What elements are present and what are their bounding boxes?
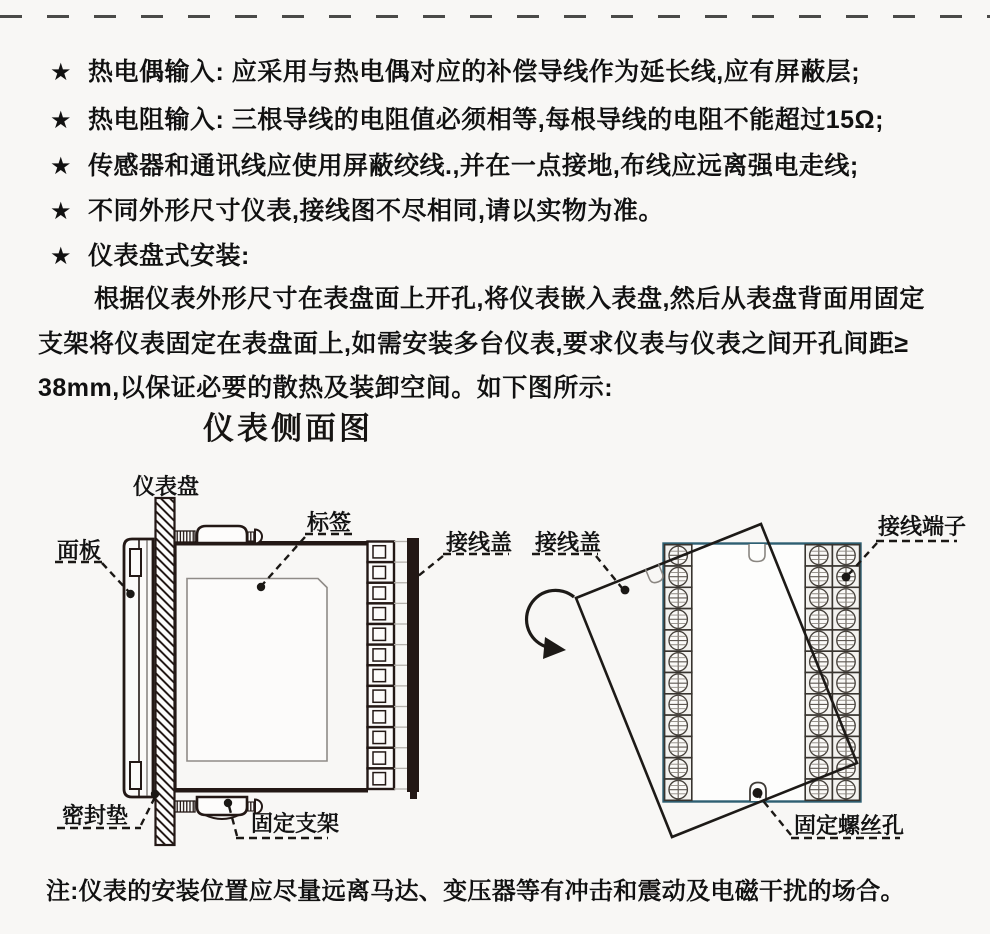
terminal-screw-icon — [669, 759, 687, 777]
top-screw-notch — [749, 544, 765, 562]
ladder-cell — [368, 748, 395, 769]
terminal-screw-icon — [669, 674, 687, 692]
tag-label-area — [187, 579, 327, 762]
terminal-screw-icon — [669, 738, 687, 756]
pointer-dot — [257, 583, 265, 591]
paragraph-line: 支架将仪表固定在表盘面上,如需安装多台仪表,要求仪表与仪表之间开孔间距≥ — [38, 330, 909, 358]
pointer-dot — [842, 573, 851, 582]
terminal-screw-icon — [837, 674, 855, 692]
ladder-cell — [368, 645, 395, 666]
rear-view-diagram — [527, 514, 966, 838]
ladder-cell — [368, 727, 395, 748]
terminal-screw-icon — [669, 695, 687, 713]
ladder-cell — [368, 583, 395, 604]
terminal-screw-icon — [669, 717, 687, 735]
terminal-screw-icon — [810, 589, 828, 607]
label-panel-board: 仪表盘 — [133, 474, 200, 499]
ladder-cell — [368, 542, 395, 563]
label-terminal-cover-side: 接线盖 — [446, 530, 513, 555]
ladder-cell — [368, 603, 395, 624]
terminal-screw-icon — [837, 546, 855, 564]
terminal-screw-icon — [669, 780, 687, 798]
ladder-cell — [368, 768, 395, 789]
pointer-dot — [126, 590, 134, 598]
screw-thread-icon — [175, 801, 195, 812]
bezel-clip — [130, 762, 141, 789]
bullet-text: 热电阻输入: 三根导线的电阻值必须相等,每根导线的电阻不能超过15Ω; — [88, 106, 884, 134]
star-bullet-icon: ★ — [50, 198, 73, 225]
terminal-screw-icon — [669, 653, 687, 671]
pointer-dot — [621, 586, 630, 595]
terminal-screw-icon — [837, 780, 855, 798]
terminal-strip-side — [368, 542, 408, 790]
side-view-diagram — [55, 474, 512, 845]
pointer-dot — [224, 799, 232, 807]
star-bullet-icon: ★ — [50, 59, 73, 86]
pointer-seal-gasket — [141, 797, 155, 825]
bottom-fixing-bracket — [175, 797, 262, 819]
terminal-screw-icon — [669, 631, 687, 649]
star-bullet-icon: ★ — [50, 153, 73, 180]
label-tag: 标签 — [307, 510, 352, 535]
screw-head-icon — [255, 530, 262, 544]
ladder-cell — [368, 686, 395, 707]
ladder-cell — [368, 624, 395, 645]
terminal-screw-icon — [669, 610, 687, 628]
terminal-screw-icon — [669, 589, 687, 607]
terminal-screw-icon — [837, 610, 855, 628]
terminal-screw-icon — [810, 610, 828, 628]
footer-note: 注:仪表的安装位置应尽量远离马达、变压器等有冲击和震动及电磁干扰的场合。 — [46, 878, 905, 905]
label-terminal-cover-rear: 接线盖 — [535, 530, 602, 555]
top-fixing-bracket — [175, 526, 262, 544]
pointer-fixing-screw-hole — [760, 797, 791, 835]
star-bullet-icon: ★ — [50, 107, 73, 134]
screw-thread-icon — [175, 531, 195, 542]
label-seal-gasket: 密封垫 — [62, 803, 129, 828]
terminal-cover-bar — [407, 538, 419, 799]
paragraph-line: 根据仪表外形尺寸在表盘面上开孔,将仪表嵌入表盘,然后从表盘背面用固定 — [94, 285, 925, 313]
terminal-screw-icon — [810, 738, 828, 756]
bullet-text: 热电偶输入: 应采用与热电偶对应的补偿导线作为延长线,应有屏蔽层; — [88, 58, 861, 86]
bullet-text: 不同外形尺寸仪表,接线图不尽相同,请以实物为准。 — [88, 197, 664, 225]
terminal-screw-icon — [810, 780, 828, 798]
terminal-screw-icon — [810, 631, 828, 649]
terminal-screw-icon — [810, 546, 828, 564]
terminal-screw-icon — [837, 631, 855, 649]
terminal-screw-icon — [837, 695, 855, 713]
star-bullet-icon: ★ — [50, 243, 73, 270]
rotation-arrow-icon — [527, 590, 574, 659]
label-fixing-screw-hole: 固定螺丝孔 — [794, 813, 905, 838]
paragraph-line: 38mm,以保证必要的散热及装卸空间。如下图所示: — [38, 374, 614, 402]
label-terminal-block: 接线端子 — [878, 514, 967, 539]
bezel-clip — [130, 549, 141, 576]
pointer-dot — [151, 790, 159, 798]
pointer-terminal-cover — [417, 556, 443, 577]
bullet-text: 传感器和通讯线应使用屏蔽绞线.,并在一点接地,布线应远离强电走线; — [88, 152, 859, 180]
diagram-title: 仪表侧面图 — [203, 411, 373, 446]
pointer-terminal-cover-rear — [596, 556, 622, 588]
ladder-cell — [368, 707, 395, 728]
front-bezel — [124, 539, 153, 797]
ladder-cell — [368, 665, 395, 686]
instrument-case — [174, 541, 368, 793]
bottom-fixing-screw-hole — [750, 783, 766, 802]
label-front-panel: 面板 — [57, 538, 102, 563]
terminal-screw-icon — [837, 589, 855, 607]
terminal-screw-icon — [810, 717, 828, 735]
terminal-screw-icon — [810, 567, 828, 585]
ladder-cell — [368, 562, 395, 583]
terminal-screw-icon — [810, 695, 828, 713]
terminal-screw-icon — [837, 653, 855, 671]
label-fixing-bracket: 固定支架 — [251, 811, 340, 836]
terminal-screw-icon — [669, 567, 687, 585]
bullet-text: 仪表盘式安装: — [88, 242, 250, 270]
